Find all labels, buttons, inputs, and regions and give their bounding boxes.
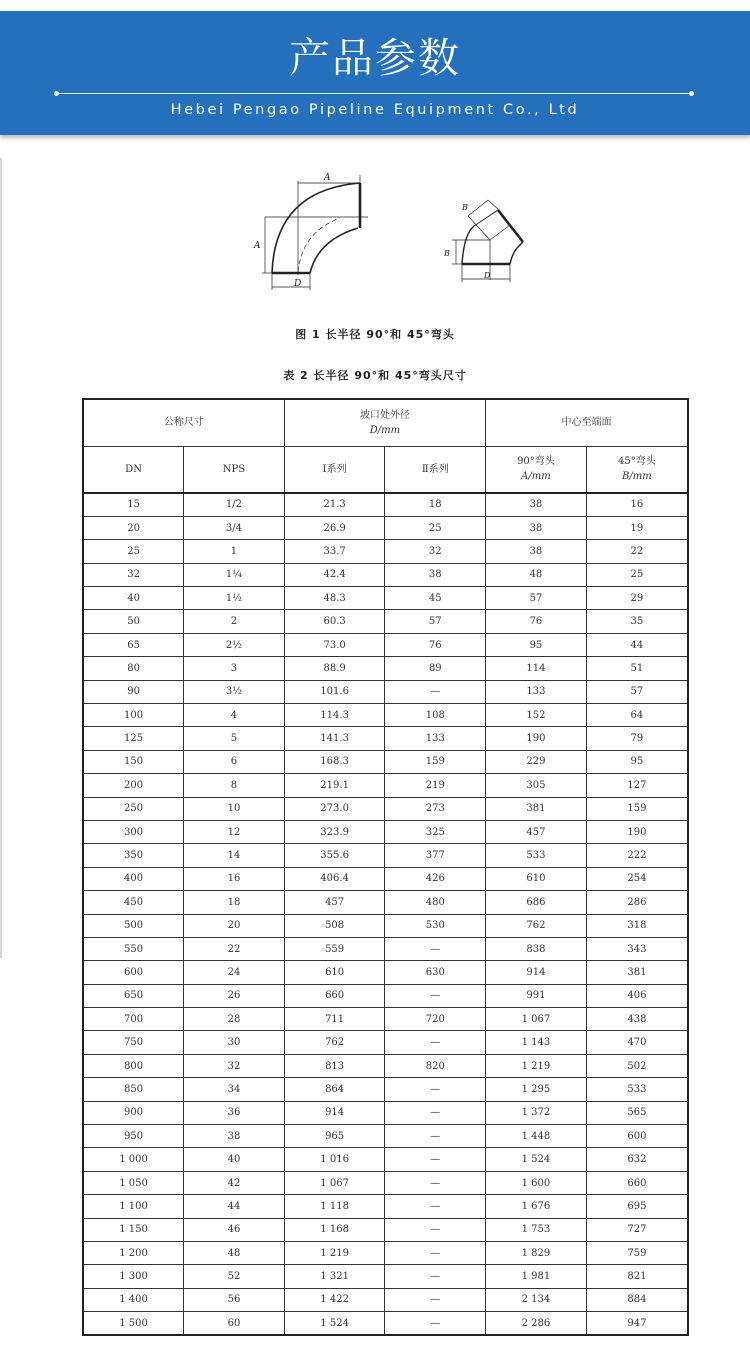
header-outside-diameter-line1: 坡口处外径 bbox=[359, 409, 410, 421]
cell-center-to-end-45: 29 bbox=[586, 587, 688, 610]
cell-od-series-1: 457 bbox=[284, 891, 385, 914]
table-row bbox=[83, 563, 688, 586]
cell-center-to-end-45: 57 bbox=[586, 680, 688, 703]
cell-od-series-2: — bbox=[385, 1218, 486, 1241]
cell-dn: 350 bbox=[83, 844, 184, 867]
cell-od-series-2: — bbox=[385, 1171, 486, 1194]
cell-dn: 200 bbox=[83, 774, 184, 797]
cell-center-to-end-90: 229 bbox=[486, 750, 587, 773]
label-d-90: D bbox=[294, 279, 302, 289]
table-row bbox=[83, 540, 688, 563]
cell-od-series-2: 426 bbox=[385, 867, 486, 890]
cell-nps: 14 bbox=[184, 844, 285, 867]
cell-nps: 52 bbox=[184, 1265, 285, 1288]
cell-center-to-end-90: 76 bbox=[486, 610, 587, 633]
cell-nps: 1½ bbox=[184, 587, 285, 610]
cell-nps: 60 bbox=[184, 1312, 285, 1335]
cell-center-to-end-45: 533 bbox=[586, 1078, 688, 1101]
cell-nps: 22 bbox=[184, 937, 285, 960]
cell-center-to-end-90: 533 bbox=[486, 844, 587, 867]
cell-center-to-end-90: 1 143 bbox=[486, 1031, 587, 1054]
table-row bbox=[83, 1218, 688, 1241]
header-nps: NPS bbox=[184, 446, 285, 493]
banner-divider bbox=[56, 93, 692, 94]
table-row bbox=[83, 1101, 688, 1124]
table-row bbox=[83, 633, 688, 656]
cell-dn: 1 300 bbox=[83, 1265, 184, 1288]
cell-nps: 28 bbox=[184, 1008, 285, 1031]
cell-od-series-1: 660 bbox=[284, 984, 385, 1007]
cell-od-series-1: 42.4 bbox=[284, 563, 385, 586]
cell-nps: 2 bbox=[184, 610, 285, 633]
label-d-45: D bbox=[484, 271, 491, 280]
cell-dn: 1 000 bbox=[83, 1148, 184, 1171]
cell-od-series-1: 508 bbox=[284, 914, 385, 937]
cell-od-series-1: 114.3 bbox=[284, 704, 385, 727]
cell-od-series-1: 1 168 bbox=[284, 1218, 385, 1241]
cell-nps: 34 bbox=[184, 1078, 285, 1101]
cell-nps: 36 bbox=[184, 1101, 285, 1124]
cell-nps: 56 bbox=[184, 1288, 285, 1311]
cell-center-to-end-45: 95 bbox=[586, 750, 688, 773]
cell-dn: 250 bbox=[83, 797, 184, 820]
cell-dn: 900 bbox=[83, 1101, 184, 1124]
header-series-2: Ⅱ系列 bbox=[385, 446, 486, 493]
table-row bbox=[83, 587, 688, 610]
cell-od-series-2: — bbox=[385, 1312, 486, 1335]
cell-center-to-end-45: 759 bbox=[586, 1242, 688, 1265]
cell-od-series-1: 406.4 bbox=[284, 867, 385, 890]
cell-od-series-1: 60.3 bbox=[284, 610, 385, 633]
cell-dn: 300 bbox=[83, 820, 184, 843]
cell-nps: 40 bbox=[184, 1148, 285, 1171]
cell-od-series-1: 864 bbox=[284, 1078, 385, 1101]
cell-center-to-end-90: 610 bbox=[486, 867, 587, 890]
header-outside-diameter bbox=[284, 399, 485, 446]
cell-center-to-end-45: 660 bbox=[586, 1171, 688, 1194]
cell-center-to-end-90: 991 bbox=[486, 984, 587, 1007]
cell-od-series-2: — bbox=[385, 1265, 486, 1288]
cell-center-to-end-90: 1 448 bbox=[486, 1125, 587, 1148]
cell-nps: 16 bbox=[184, 867, 285, 890]
cell-od-series-1: 141.3 bbox=[284, 727, 385, 750]
cell-nps: 30 bbox=[184, 1031, 285, 1054]
cell-dn: 850 bbox=[83, 1078, 184, 1101]
cell-od-series-2: 25 bbox=[385, 516, 486, 539]
cell-od-series-1: 88.9 bbox=[284, 657, 385, 680]
table-row bbox=[83, 1125, 688, 1148]
cell-center-to-end-90: 190 bbox=[486, 727, 587, 750]
cell-dn: 15 bbox=[83, 493, 184, 516]
header-row-group bbox=[83, 399, 688, 446]
cell-center-to-end-90: 38 bbox=[486, 540, 587, 563]
cell-center-to-end-45: 22 bbox=[586, 540, 688, 563]
cell-center-to-end-90: 95 bbox=[486, 633, 587, 656]
cell-center-to-end-45: 438 bbox=[586, 1008, 688, 1031]
cell-od-series-1: 168.3 bbox=[284, 750, 385, 773]
divider-dot-left bbox=[54, 91, 59, 96]
header-row-sub bbox=[83, 446, 688, 493]
cell-od-series-2: 45 bbox=[385, 587, 486, 610]
cell-dn: 150 bbox=[83, 750, 184, 773]
table-row bbox=[83, 1031, 688, 1054]
cell-nps: 20 bbox=[184, 914, 285, 937]
cell-nps: 24 bbox=[184, 961, 285, 984]
cell-dn: 50 bbox=[83, 610, 184, 633]
cell-od-series-1: 21.3 bbox=[284, 493, 385, 516]
table-row bbox=[83, 516, 688, 539]
table-row bbox=[83, 820, 688, 843]
cell-od-series-2: 159 bbox=[385, 750, 486, 773]
cell-center-to-end-45: 159 bbox=[586, 797, 688, 820]
cell-od-series-2: — bbox=[385, 937, 486, 960]
cell-center-to-end-45: 44 bbox=[586, 633, 688, 656]
cell-od-series-1: 73.0 bbox=[284, 633, 385, 656]
cell-center-to-end-90: 762 bbox=[486, 914, 587, 937]
cell-center-to-end-45: 25 bbox=[586, 563, 688, 586]
cell-center-to-end-45: 286 bbox=[586, 891, 688, 914]
cell-od-series-2: 133 bbox=[385, 727, 486, 750]
table-row bbox=[83, 984, 688, 1007]
cell-center-to-end-45: 470 bbox=[586, 1031, 688, 1054]
cell-od-series-2: 377 bbox=[385, 844, 486, 867]
cell-center-to-end-45: 821 bbox=[586, 1265, 688, 1288]
cell-dn: 750 bbox=[83, 1031, 184, 1054]
cell-od-series-1: 559 bbox=[284, 937, 385, 960]
cell-od-series-2: — bbox=[385, 1078, 486, 1101]
cell-od-series-2: 720 bbox=[385, 1008, 486, 1031]
cell-nps: 32 bbox=[184, 1054, 285, 1077]
label-b-side: B bbox=[444, 249, 450, 258]
cell-od-series-1: 323.9 bbox=[284, 820, 385, 843]
cell-dn: 1 150 bbox=[83, 1218, 184, 1241]
header-center-to-end: 中心至端面 bbox=[486, 399, 688, 446]
cell-dn: 40 bbox=[83, 587, 184, 610]
header-elbow-45-line2: B/mm bbox=[622, 471, 652, 483]
cell-nps: 6 bbox=[184, 750, 285, 773]
elbow-diagram bbox=[240, 170, 540, 310]
table-row bbox=[83, 750, 688, 773]
cell-od-series-2: — bbox=[385, 1101, 486, 1124]
header-elbow-45 bbox=[586, 446, 688, 493]
label-a-side: A bbox=[254, 241, 261, 251]
table-row bbox=[83, 961, 688, 984]
cell-dn: 1 100 bbox=[83, 1195, 184, 1218]
cell-dn: 950 bbox=[83, 1125, 184, 1148]
table-row bbox=[83, 914, 688, 937]
cell-od-series-2: — bbox=[385, 984, 486, 1007]
cell-center-to-end-45: 222 bbox=[586, 844, 688, 867]
cell-od-series-2: 219 bbox=[385, 774, 486, 797]
table-row bbox=[83, 867, 688, 890]
table-row bbox=[83, 704, 688, 727]
cell-center-to-end-90: 838 bbox=[486, 937, 587, 960]
cell-center-to-end-45: 51 bbox=[586, 657, 688, 680]
cell-od-series-2: 32 bbox=[385, 540, 486, 563]
cell-center-to-end-90: 1 753 bbox=[486, 1218, 587, 1241]
cell-od-series-1: 711 bbox=[284, 1008, 385, 1031]
cell-dn: 80 bbox=[83, 657, 184, 680]
cell-center-to-end-45: 254 bbox=[586, 867, 688, 890]
label-b-top: B bbox=[462, 203, 468, 212]
cell-center-to-end-90: 305 bbox=[486, 774, 587, 797]
elbow-dimension-table bbox=[82, 398, 689, 1336]
cell-nps: 44 bbox=[184, 1195, 285, 1218]
cell-center-to-end-90: 48 bbox=[486, 563, 587, 586]
cell-od-series-1: 1 067 bbox=[284, 1171, 385, 1194]
cell-od-series-2: — bbox=[385, 1242, 486, 1265]
cell-od-series-2: 38 bbox=[385, 563, 486, 586]
cell-center-to-end-45: 695 bbox=[586, 1195, 688, 1218]
cell-od-series-2: 630 bbox=[385, 961, 486, 984]
cell-nps: 38 bbox=[184, 1125, 285, 1148]
cell-nps: 3½ bbox=[184, 680, 285, 703]
cell-dn: 550 bbox=[83, 937, 184, 960]
cell-od-series-2: — bbox=[385, 1148, 486, 1171]
cell-center-to-end-90: 38 bbox=[486, 493, 587, 516]
table-row bbox=[83, 1312, 688, 1335]
table-row bbox=[83, 657, 688, 680]
table-row bbox=[83, 1171, 688, 1194]
cell-center-to-end-45: 343 bbox=[586, 937, 688, 960]
cell-od-series-1: 26.9 bbox=[284, 516, 385, 539]
cell-dn: 700 bbox=[83, 1008, 184, 1031]
cell-od-series-1: 101.6 bbox=[284, 680, 385, 703]
cell-od-series-2: — bbox=[385, 1031, 486, 1054]
cell-nps: 26 bbox=[184, 984, 285, 1007]
cell-od-series-2: 480 bbox=[385, 891, 486, 914]
header-nominal-size: 公称尺寸 bbox=[83, 399, 284, 446]
table-row bbox=[83, 727, 688, 750]
cell-center-to-end-90: 1 524 bbox=[486, 1148, 587, 1171]
cell-center-to-end-90: 57 bbox=[486, 587, 587, 610]
cell-center-to-end-45: 16 bbox=[586, 493, 688, 516]
cell-od-series-2: 820 bbox=[385, 1054, 486, 1077]
cell-od-series-2: 273 bbox=[385, 797, 486, 820]
cell-od-series-2: 57 bbox=[385, 610, 486, 633]
cell-od-series-1: 914 bbox=[284, 1101, 385, 1124]
cell-nps: 1 bbox=[184, 540, 285, 563]
cell-center-to-end-45: 79 bbox=[586, 727, 688, 750]
cell-center-to-end-90: 133 bbox=[486, 680, 587, 703]
cell-center-to-end-90: 1 295 bbox=[486, 1078, 587, 1101]
cell-od-series-1: 1 016 bbox=[284, 1148, 385, 1171]
table-row bbox=[83, 1054, 688, 1077]
cell-center-to-end-45: 727 bbox=[586, 1218, 688, 1241]
table-row bbox=[83, 1242, 688, 1265]
header-outside-diameter-line2: D/mm bbox=[369, 424, 401, 436]
cell-nps: 5 bbox=[184, 727, 285, 750]
cell-dn: 65 bbox=[83, 633, 184, 656]
cell-nps: 12 bbox=[184, 820, 285, 843]
cell-center-to-end-45: 632 bbox=[586, 1148, 688, 1171]
header-series-1: Ⅰ系列 bbox=[284, 446, 385, 493]
table-row bbox=[83, 1288, 688, 1311]
cell-nps: 2½ bbox=[184, 633, 285, 656]
cell-center-to-end-90: 1 829 bbox=[486, 1242, 587, 1265]
cell-od-series-1: 1 219 bbox=[284, 1242, 385, 1265]
table-body bbox=[83, 493, 688, 1335]
cell-dn: 20 bbox=[83, 516, 184, 539]
left-edge-line bbox=[0, 158, 2, 958]
cell-nps: 1/2 bbox=[184, 493, 285, 516]
cell-od-series-2: — bbox=[385, 1195, 486, 1218]
cell-center-to-end-90: 152 bbox=[486, 704, 587, 727]
cell-center-to-end-90: 1 067 bbox=[486, 1008, 587, 1031]
cell-od-series-2: 89 bbox=[385, 657, 486, 680]
cell-center-to-end-45: 35 bbox=[586, 610, 688, 633]
table-row bbox=[83, 1265, 688, 1288]
table-row bbox=[83, 797, 688, 820]
cell-od-series-1: 813 bbox=[284, 1054, 385, 1077]
cell-dn: 600 bbox=[83, 961, 184, 984]
cell-nps: 8 bbox=[184, 774, 285, 797]
cell-center-to-end-45: 600 bbox=[586, 1125, 688, 1148]
table-caption: 表 2 长半径 90°和 45°弯头尺寸 bbox=[283, 369, 467, 382]
cell-dn: 125 bbox=[83, 727, 184, 750]
table-row bbox=[83, 680, 688, 703]
label-a-top: A bbox=[324, 173, 331, 183]
cell-center-to-end-45: 381 bbox=[586, 961, 688, 984]
elbow-90-drawing bbox=[262, 175, 368, 290]
cell-od-series-1: 273.0 bbox=[284, 797, 385, 820]
cell-od-series-2: 18 bbox=[385, 493, 486, 516]
cell-od-series-2: 76 bbox=[385, 633, 486, 656]
cell-center-to-end-45: 565 bbox=[586, 1101, 688, 1124]
divider-dot-right bbox=[689, 91, 694, 96]
cell-center-to-end-90: 1 372 bbox=[486, 1101, 587, 1124]
cell-nps: 46 bbox=[184, 1218, 285, 1241]
cell-od-series-1: 610 bbox=[284, 961, 385, 984]
cell-od-series-1: 1 422 bbox=[284, 1288, 385, 1311]
header-elbow-90-line1: 90°弯头 bbox=[517, 456, 555, 468]
cell-od-series-1: 219.1 bbox=[284, 774, 385, 797]
cell-dn: 400 bbox=[83, 867, 184, 890]
table-row bbox=[83, 1078, 688, 1101]
cell-od-series-1: 33.7 bbox=[284, 540, 385, 563]
header-elbow-45-line1: 45°弯头 bbox=[618, 456, 656, 468]
table-row bbox=[83, 610, 688, 633]
cell-od-series-2: 108 bbox=[385, 704, 486, 727]
cell-dn: 1 050 bbox=[83, 1171, 184, 1194]
cell-center-to-end-90: 1 219 bbox=[486, 1054, 587, 1077]
cell-od-series-1: 965 bbox=[284, 1125, 385, 1148]
header-dn: DN bbox=[83, 446, 184, 493]
cell-od-series-2: — bbox=[385, 1288, 486, 1311]
cell-center-to-end-90: 1 600 bbox=[486, 1171, 587, 1194]
cell-center-to-end-90: 114 bbox=[486, 657, 587, 680]
cell-od-series-1: 1 321 bbox=[284, 1265, 385, 1288]
cell-dn: 100 bbox=[83, 704, 184, 727]
cell-od-series-1: 355.6 bbox=[284, 844, 385, 867]
cell-od-series-1: 48.3 bbox=[284, 587, 385, 610]
cell-center-to-end-90: 457 bbox=[486, 820, 587, 843]
cell-od-series-2: 325 bbox=[385, 820, 486, 843]
cell-center-to-end-90: 1 676 bbox=[486, 1195, 587, 1218]
cell-center-to-end-45: 406 bbox=[586, 984, 688, 1007]
header-elbow-90-line2: A/mm bbox=[521, 471, 551, 483]
table-row bbox=[83, 937, 688, 960]
cell-od-series-2: 530 bbox=[385, 914, 486, 937]
cell-center-to-end-45: 190 bbox=[586, 820, 688, 843]
cell-od-series-2: — bbox=[385, 680, 486, 703]
cell-nps: 18 bbox=[184, 891, 285, 914]
cell-nps: 42 bbox=[184, 1171, 285, 1194]
cell-od-series-1: 762 bbox=[284, 1031, 385, 1054]
cell-nps: 3 bbox=[184, 657, 285, 680]
cell-dn: 1 400 bbox=[83, 1288, 184, 1311]
cell-center-to-end-45: 884 bbox=[586, 1288, 688, 1311]
table-row bbox=[83, 1195, 688, 1218]
cell-nps: 4 bbox=[184, 704, 285, 727]
table-row bbox=[83, 891, 688, 914]
cell-od-series-1: 1 118 bbox=[284, 1195, 385, 1218]
elbow-45-drawing bbox=[452, 200, 523, 282]
company-name: Hebei Pengao Pipeline Equipment Co., Ltd bbox=[170, 102, 580, 118]
cell-center-to-end-90: 914 bbox=[486, 961, 587, 984]
cell-dn: 25 bbox=[83, 540, 184, 563]
cell-center-to-end-90: 38 bbox=[486, 516, 587, 539]
cell-center-to-end-90: 686 bbox=[486, 891, 587, 914]
cell-center-to-end-45: 502 bbox=[586, 1054, 688, 1077]
table-row bbox=[83, 1008, 688, 1031]
header-elbow-90 bbox=[486, 446, 587, 493]
table-row bbox=[83, 844, 688, 867]
cell-dn: 500 bbox=[83, 914, 184, 937]
cell-dn: 32 bbox=[83, 563, 184, 586]
figure-caption: 图 1 长半径 90°和 45°弯头 bbox=[295, 328, 455, 341]
cell-dn: 450 bbox=[83, 891, 184, 914]
cell-nps: 1¼ bbox=[184, 563, 285, 586]
cell-center-to-end-45: 947 bbox=[586, 1312, 688, 1335]
cell-center-to-end-90: 381 bbox=[486, 797, 587, 820]
cell-dn: 1 200 bbox=[83, 1242, 184, 1265]
page-title: 产品参数 bbox=[289, 34, 461, 82]
cell-od-series-1: 1 524 bbox=[284, 1312, 385, 1335]
header-banner bbox=[0, 11, 750, 135]
cell-dn: 1 500 bbox=[83, 1312, 184, 1335]
cell-center-to-end-45: 64 bbox=[586, 704, 688, 727]
cell-dn: 650 bbox=[83, 984, 184, 1007]
cell-nps: 48 bbox=[184, 1242, 285, 1265]
cell-center-to-end-90: 2 286 bbox=[486, 1312, 587, 1335]
table-row bbox=[83, 493, 688, 516]
cell-center-to-end-90: 1 981 bbox=[486, 1265, 587, 1288]
cell-center-to-end-45: 127 bbox=[586, 774, 688, 797]
cell-dn: 800 bbox=[83, 1054, 184, 1077]
cell-nps: 10 bbox=[184, 797, 285, 820]
table-row bbox=[83, 1148, 688, 1171]
cell-center-to-end-45: 19 bbox=[586, 516, 688, 539]
cell-dn: 90 bbox=[83, 680, 184, 703]
cell-center-to-end-90: 2 134 bbox=[486, 1288, 587, 1311]
table-row bbox=[83, 774, 688, 797]
cell-center-to-end-45: 318 bbox=[586, 914, 688, 937]
cell-nps: 3/4 bbox=[184, 516, 285, 539]
cell-od-series-2: — bbox=[385, 1125, 486, 1148]
